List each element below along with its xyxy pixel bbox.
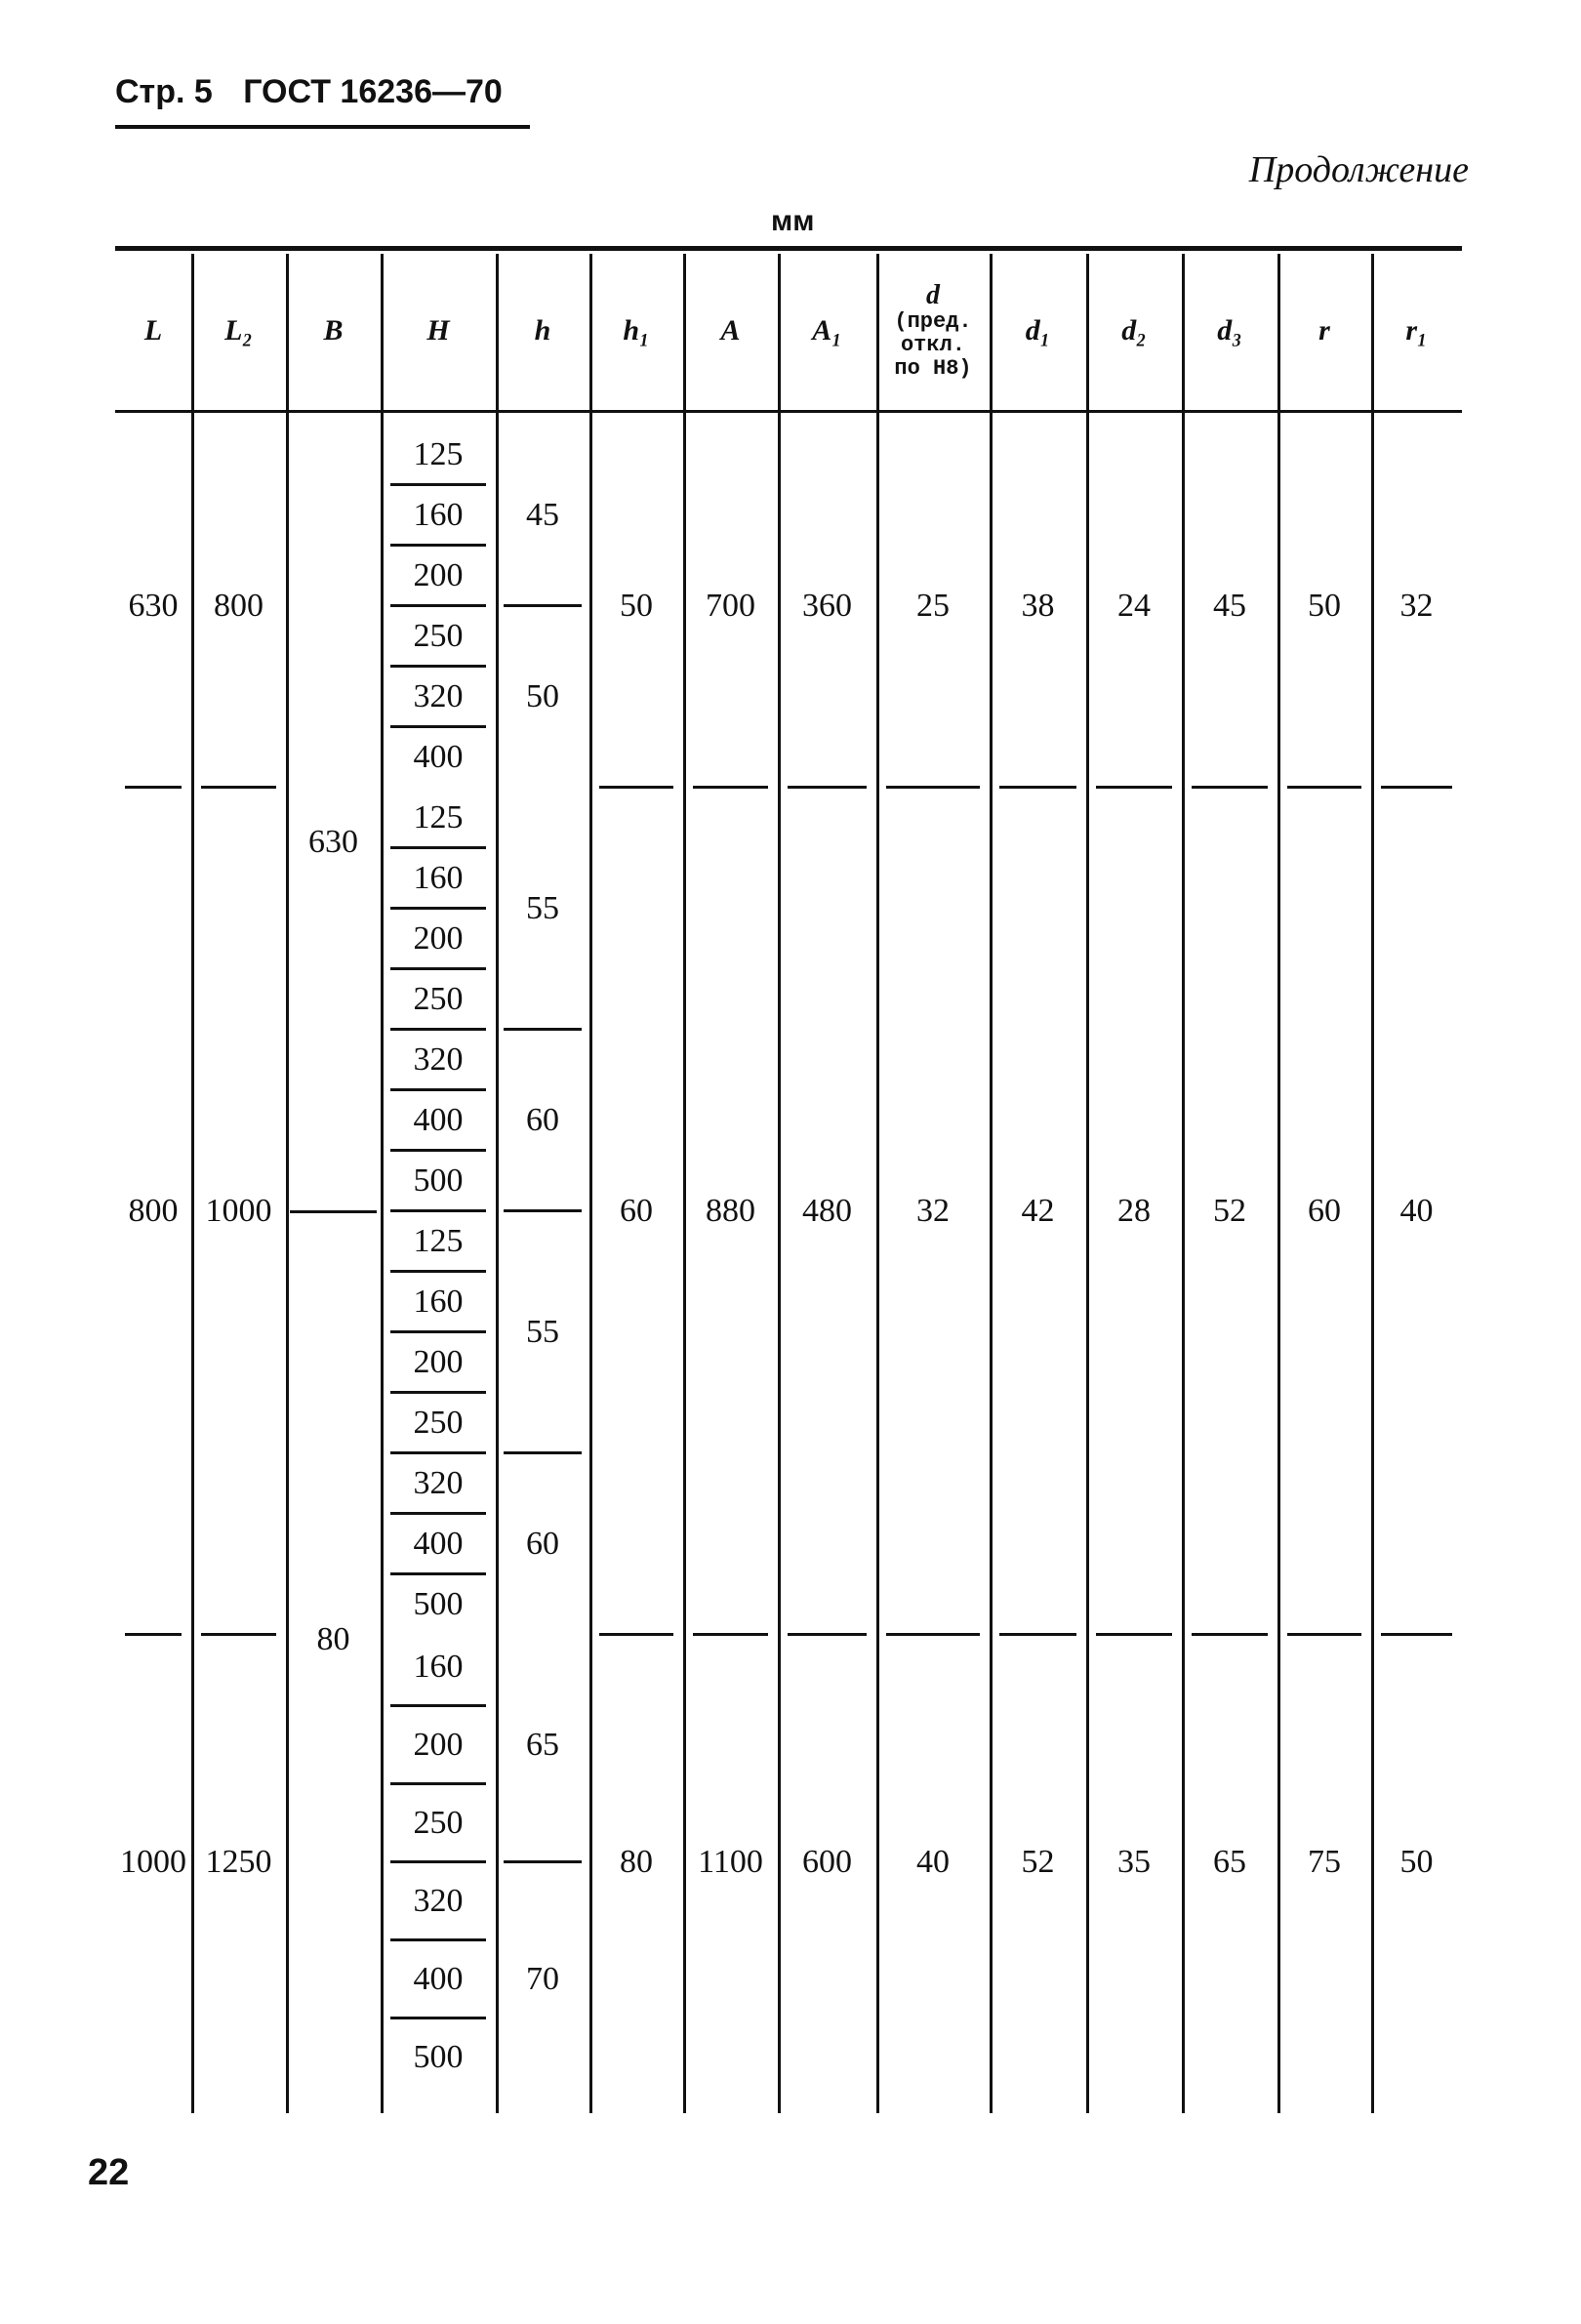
cell-H: 400	[413, 1961, 464, 1997]
column-header-d2: d₂	[1121, 314, 1147, 347]
group-separator	[1287, 786, 1361, 789]
H-row-divider	[390, 1451, 486, 1454]
cell-H: 500	[413, 2039, 464, 2075]
cell-h: 65	[526, 1727, 559, 1763]
cell-H: 200	[413, 1344, 464, 1380]
group-separator	[599, 786, 673, 789]
group-separator	[599, 1633, 673, 1636]
group-separator	[1287, 1633, 1361, 1636]
cell-d1: 42	[1021, 1193, 1055, 1229]
H-row-divider	[390, 1572, 486, 1575]
cell-L: 630	[128, 588, 179, 624]
cell-d2: 28	[1117, 1193, 1151, 1229]
cell-H: 500	[413, 1162, 464, 1199]
cell-H: 320	[413, 1883, 464, 1919]
H-row-divider	[390, 1391, 486, 1394]
column-header-d-note: по H8)	[894, 356, 972, 381]
cell-r: 75	[1308, 1844, 1341, 1880]
cell-H: 400	[413, 1526, 464, 1562]
cell-A: 1100	[698, 1844, 763, 1880]
H-row-divider	[390, 2017, 486, 2019]
cell-L2: 1000	[205, 1193, 272, 1229]
cell-H: 320	[413, 678, 464, 714]
cell-d3: 45	[1213, 588, 1246, 624]
group-separator	[125, 1633, 182, 1636]
group-separator	[1192, 1633, 1268, 1636]
cell-H: 250	[413, 1805, 464, 1841]
H-row-divider	[390, 1209, 486, 1212]
cell-d1: 52	[1021, 1844, 1055, 1880]
column-header-h: h	[534, 314, 551, 347]
cell-d: 32	[916, 1193, 950, 1229]
cell-A1: 360	[802, 588, 852, 624]
cell-H: 160	[413, 1649, 464, 1685]
h-block-divider	[504, 604, 582, 607]
cell-h: 60	[526, 1526, 559, 1562]
cell-A1: 480	[802, 1193, 852, 1229]
cell-H: 200	[413, 920, 464, 957]
cell-r: 60	[1308, 1193, 1341, 1229]
cell-H: 160	[413, 1284, 464, 1320]
cell-H: 125	[413, 436, 464, 472]
cell-H: 200	[413, 1727, 464, 1763]
cell-L: 1000	[120, 1844, 186, 1880]
cell-H: 320	[413, 1465, 464, 1501]
cell-h: 50	[526, 678, 559, 714]
column-header-d-note: (пред.	[894, 309, 972, 334]
group-separator	[1096, 1633, 1172, 1636]
column-header-r: r	[1318, 314, 1330, 347]
group-separator	[693, 1633, 768, 1636]
column-header-L2: L₂	[224, 314, 253, 347]
column-header-A1: A₁	[812, 314, 842, 347]
column-header-H: H	[426, 314, 450, 347]
group-separator	[886, 1633, 980, 1636]
column-header-d1: d₁	[1025, 314, 1051, 347]
cell-r: 50	[1308, 588, 1341, 624]
cell-h1: 80	[620, 1844, 653, 1880]
table-top-rule	[115, 246, 1462, 251]
page-number: 22	[88, 2152, 130, 2193]
cell-B: 80	[316, 1621, 350, 1657]
cell-H: 250	[413, 981, 464, 1017]
column-header-B: B	[323, 314, 344, 347]
cell-d2: 24	[1117, 588, 1151, 624]
H-row-divider	[390, 1782, 486, 1785]
column-header-h1: h₁	[623, 314, 650, 347]
units-label: мм	[771, 205, 815, 237]
H-row-divider	[390, 1860, 486, 1863]
H-row-divider	[390, 1270, 486, 1273]
group-separator	[1192, 786, 1268, 789]
cell-H: 125	[413, 1223, 464, 1259]
cell-h1: 60	[620, 1193, 653, 1229]
cell-h: 55	[526, 890, 559, 926]
h-block-divider	[504, 1451, 582, 1454]
H-row-divider	[390, 1149, 486, 1152]
column-header-d3: d₃	[1217, 314, 1242, 347]
group-separator	[1381, 1633, 1452, 1636]
column-divider	[286, 254, 289, 2113]
cell-d3: 65	[1213, 1844, 1246, 1880]
cell-h1: 50	[620, 588, 653, 624]
column-header-A: A	[720, 314, 741, 347]
group-separator	[788, 1633, 867, 1636]
group-separator	[1381, 786, 1452, 789]
H-row-divider	[390, 1704, 486, 1707]
cell-H: 400	[413, 739, 464, 775]
cell-d2: 35	[1117, 1844, 1151, 1880]
cell-H: 160	[413, 497, 464, 533]
group-separator	[693, 786, 768, 789]
group-separator	[999, 786, 1076, 789]
H-row-divider	[390, 483, 486, 486]
cell-d: 25	[916, 588, 950, 624]
h-block-divider	[504, 1860, 582, 1863]
cell-r1: 50	[1399, 1844, 1434, 1880]
cell-h: 55	[526, 1314, 559, 1350]
cell-h: 45	[526, 497, 559, 533]
group-separator	[886, 786, 980, 789]
cell-H: 400	[413, 1102, 464, 1138]
cell-B: 630	[308, 824, 358, 860]
column-header-d	[876, 258, 990, 404]
column-header-r1: r₁	[1405, 314, 1428, 347]
cell-A1: 600	[802, 1844, 852, 1880]
cell-A: 700	[706, 588, 755, 624]
cell-H: 160	[413, 860, 464, 896]
group-separator	[999, 1633, 1076, 1636]
H-row-divider	[390, 967, 486, 970]
cell-H: 500	[413, 1586, 464, 1622]
H-row-divider	[390, 1330, 486, 1333]
h-block-divider	[504, 1209, 582, 1212]
cell-L2: 1250	[205, 1844, 272, 1880]
cell-H: 125	[413, 799, 464, 836]
cell-H: 250	[413, 618, 464, 654]
page-header	[115, 62, 530, 129]
cell-h: 70	[526, 1961, 559, 1997]
H-row-divider	[390, 604, 486, 607]
H-row-divider	[390, 544, 486, 547]
cell-L: 800	[128, 1193, 179, 1229]
H-row-divider	[390, 846, 486, 849]
cell-d: 40	[916, 1844, 950, 1880]
H-row-divider	[390, 907, 486, 910]
H-row-divider	[390, 1512, 486, 1515]
cell-L2: 800	[214, 588, 264, 624]
group-separator	[788, 786, 867, 789]
column-header-L: L	[143, 314, 163, 347]
cell-A: 880	[706, 1193, 755, 1229]
page-label: Стр. 5	[115, 73, 213, 110]
continuation-label: Продолжение	[1248, 149, 1469, 190]
B-separator	[290, 1210, 377, 1213]
h-block-divider	[504, 1028, 582, 1031]
cell-d3: 52	[1213, 1193, 1246, 1229]
H-row-divider	[390, 1938, 486, 1941]
group-separator	[1096, 786, 1172, 789]
cell-H: 250	[413, 1405, 464, 1441]
header-bottom-rule	[115, 410, 1462, 413]
cell-h: 60	[526, 1102, 559, 1138]
cell-d1: 38	[1021, 588, 1055, 624]
cell-H: 200	[413, 557, 464, 593]
group-separator	[125, 786, 182, 789]
H-row-divider	[390, 725, 486, 728]
cell-r1: 32	[1399, 588, 1434, 624]
H-row-divider	[390, 1028, 486, 1031]
cell-H: 320	[413, 1041, 464, 1078]
H-row-divider	[390, 665, 486, 668]
column-header-d-note: откл.	[900, 333, 965, 357]
standard-number: ГОСТ 16236—70	[243, 73, 503, 110]
cell-r1: 40	[1399, 1193, 1434, 1229]
column-header-d-symbol: d	[926, 280, 940, 310]
group-separator	[201, 1633, 276, 1636]
group-separator	[201, 786, 276, 789]
H-row-divider	[390, 1088, 486, 1091]
